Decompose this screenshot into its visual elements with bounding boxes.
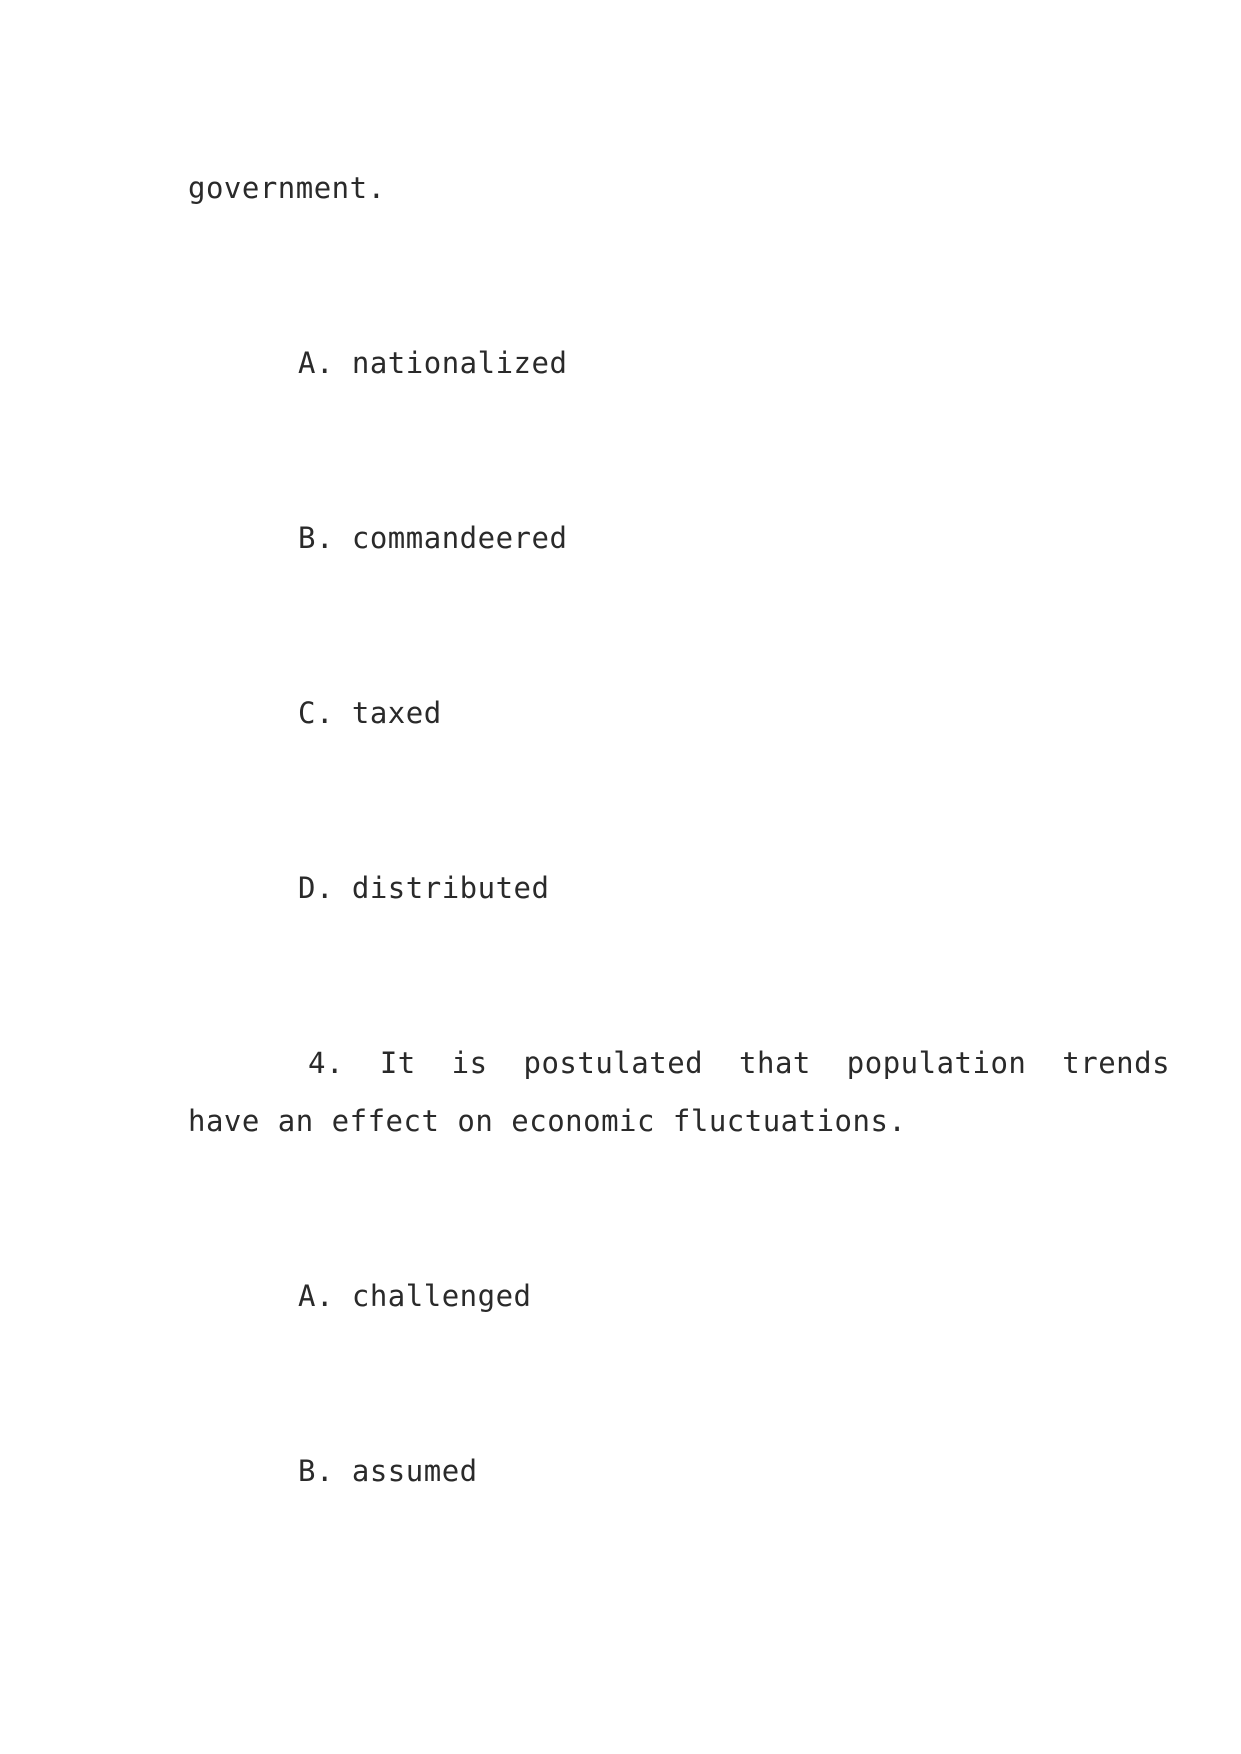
option-text: nationalized xyxy=(351,346,568,380)
question-3-option-b xyxy=(298,518,567,558)
question-3-continuation: government. xyxy=(188,171,386,205)
question-4-line-2: have an effect on economic fluctuations. xyxy=(188,1104,907,1138)
option-text: distributed xyxy=(351,871,550,905)
option-letter: B. xyxy=(298,1454,334,1488)
option-text: challenged xyxy=(351,1279,532,1313)
option-letter: D. xyxy=(298,871,334,905)
question-4-option-b xyxy=(298,1451,478,1491)
question-3-option-a xyxy=(298,343,567,383)
option-text: assumed xyxy=(351,1454,478,1488)
option-letter: A. xyxy=(298,1279,334,1313)
option-text: taxed xyxy=(351,696,442,730)
question-3-option-c xyxy=(298,693,442,733)
option-letter: C. xyxy=(298,696,334,730)
question-4-line-1: 4. It is postulated that population trends xyxy=(308,1046,1171,1080)
option-letter: A. xyxy=(298,346,334,380)
question-3-option-d xyxy=(298,868,549,908)
option-text: commandeered xyxy=(351,521,568,555)
question-4-option-a xyxy=(298,1276,532,1316)
option-letter: B. xyxy=(298,521,334,555)
